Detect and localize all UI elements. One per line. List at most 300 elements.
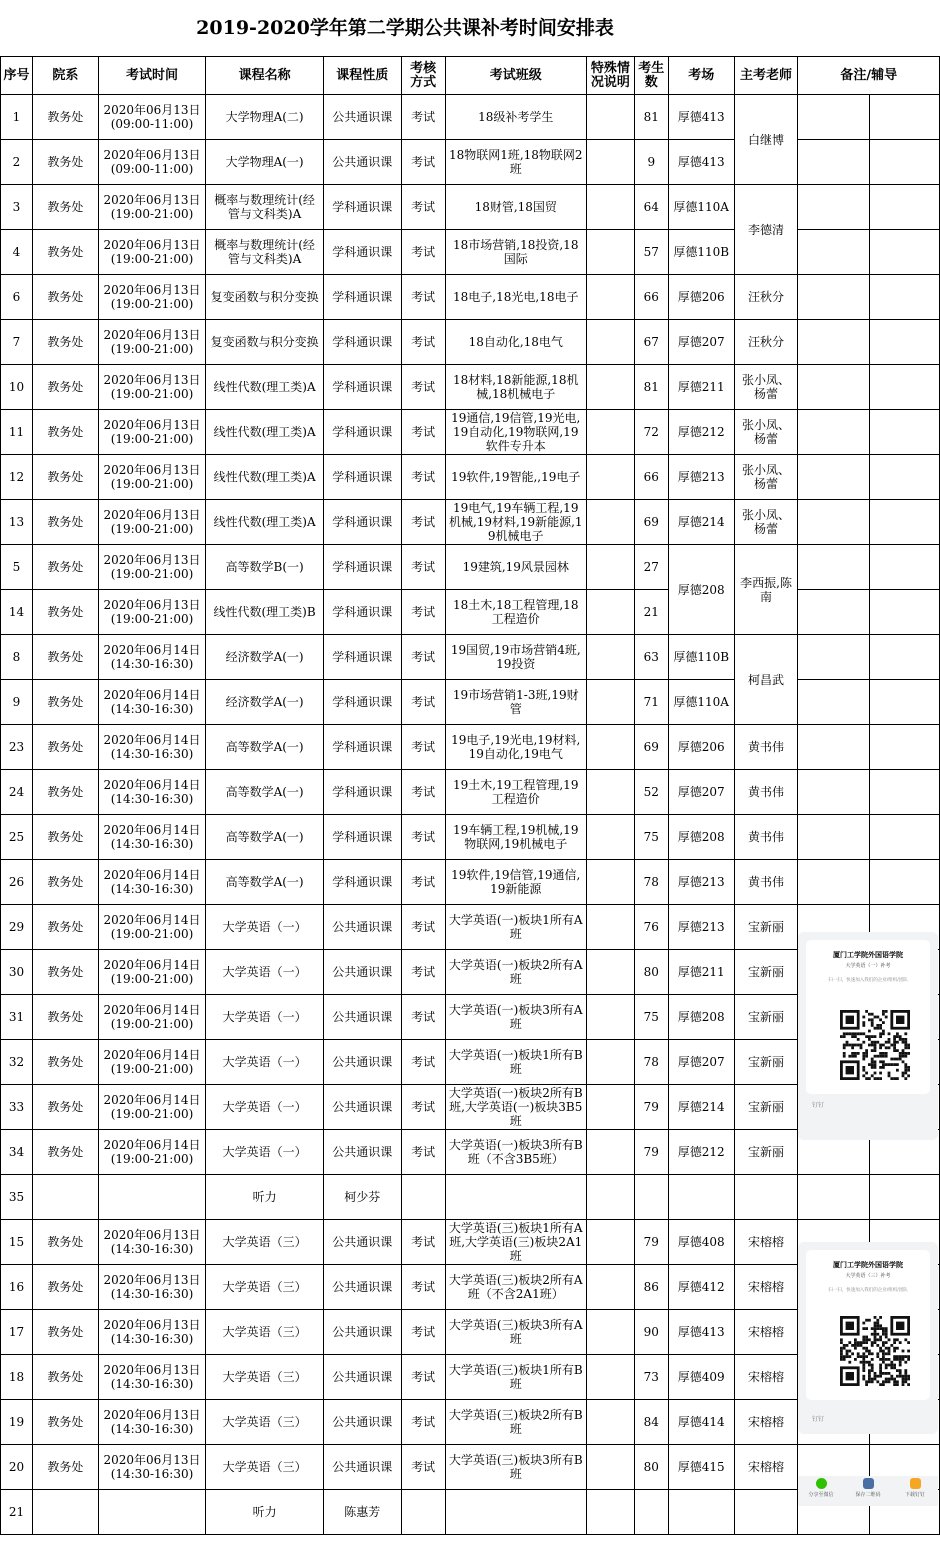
cell-nature: 公共通识课 [323, 995, 401, 1040]
cell-count: 52 [634, 770, 668, 815]
cell-nature: 学科通识课 [323, 815, 401, 860]
cell-remark [798, 365, 870, 410]
cell-tutor [870, 455, 940, 500]
cell-count [634, 1490, 668, 1535]
cell-examiner: 张小凤、杨蕾 [734, 410, 798, 455]
cell-method: 考试 [401, 770, 445, 815]
download-dingtalk-label: 下载钉钉 [904, 1492, 925, 1498]
cell-course: 大学英语（三） [206, 1445, 324, 1490]
cell-examiner: 宋榕榕 [734, 1400, 798, 1445]
cell-examiner: 张小凤、杨蕾 [734, 365, 798, 410]
cell-remark [798, 320, 870, 365]
cell-classes: 18物联网1班,18物联网2班 [445, 140, 586, 185]
table-row [1, 275, 940, 320]
cell-method: 考试 [401, 320, 445, 365]
cell-no: 19 [1, 1400, 33, 1445]
qr-card-hint: 扫一扫，快速加入我们的企业/组织/团队 [828, 978, 908, 983]
cell-room: 厚德212 [668, 1130, 734, 1175]
cell-nature: 学科通识课 [323, 185, 401, 230]
cell-count: 73 [634, 1355, 668, 1400]
cell-classes: 19软件,19信管,19通信,19新能源 [445, 860, 586, 905]
cell-nature: 公共通识课 [323, 1220, 401, 1265]
cell-tutor [870, 275, 940, 320]
cell-examiner: 黄书伟 [734, 725, 798, 770]
cell-nature: 学科通识课 [323, 230, 401, 275]
cell-special [586, 500, 634, 545]
cell-dept: 教务处 [32, 1265, 98, 1310]
cell-tutor [870, 635, 940, 680]
cell-method: 考试 [401, 725, 445, 770]
cell-remark [798, 95, 870, 140]
cell-classes: 大学英语(三)板块2所有A班（不含2A1班） [445, 1265, 586, 1310]
cell-nature: 公共通识课 [323, 1265, 401, 1310]
cell-no: 32 [1, 1040, 33, 1085]
cell-method: 考试 [401, 500, 445, 545]
cell-dept: 教务处 [32, 1220, 98, 1265]
cell-nature: 公共通识课 [323, 1445, 401, 1490]
table-row [1, 455, 940, 500]
cell-tutor [870, 590, 940, 635]
cell-method: 考试 [401, 860, 445, 905]
cell-classes: 大学英语(一)板块2所有B班,大学英语(一)板块3B5班 [445, 1085, 586, 1130]
table-row [1, 185, 940, 230]
cell-method: 考试 [401, 455, 445, 500]
cell-nature: 公共通识课 [323, 1040, 401, 1085]
cell-count: 71 [634, 680, 668, 725]
cell-dept: 教务处 [32, 455, 98, 500]
cell-method: 考试 [401, 275, 445, 320]
cell-tutor [870, 1175, 940, 1220]
cell-dept: 教务处 [32, 1040, 98, 1085]
cell-no: 24 [1, 770, 33, 815]
table-row [1, 545, 940, 590]
cell-room: 厚德208 [668, 995, 734, 1040]
cell-course: 听力 [206, 1490, 324, 1535]
cell-remark [798, 635, 870, 680]
cell-dept: 教务处 [32, 95, 98, 140]
cell-course: 大学英语（三） [206, 1265, 324, 1310]
cell-nature: 学科通识课 [323, 590, 401, 635]
cell-classes: 大学英语(三)板块3所有B班 [445, 1445, 586, 1490]
cell-room: 厚德213 [668, 905, 734, 950]
cell-dept: 教务处 [32, 725, 98, 770]
table-row [1, 500, 940, 545]
cell-method: 考试 [401, 365, 445, 410]
cell-time: 2020年06月13日 (14:30-16:30) [98, 1355, 206, 1400]
qr-card-course: 大学英语（三）补考 [845, 1273, 891, 1279]
col-header-room: 考场 [668, 57, 734, 95]
cell-dept: 教务处 [32, 950, 98, 995]
cell-nature: 公共通识课 [323, 95, 401, 140]
cell-time: 2020年06月13日 (09:00-11:00) [98, 95, 206, 140]
cell-course: 大学英语（一） [206, 1085, 324, 1130]
cell-room: 厚德412 [668, 1265, 734, 1310]
cell-special [586, 860, 634, 905]
cell-room: 厚德413 [668, 95, 734, 140]
cell-nature: 学科通识课 [323, 365, 401, 410]
cell-special [586, 140, 634, 185]
cell-tutor [870, 365, 940, 410]
cell-no: 23 [1, 725, 33, 770]
cell-no: 1 [1, 95, 33, 140]
cell-room: 厚德409 [668, 1355, 734, 1400]
cell-dept: 教务处 [32, 860, 98, 905]
qr-card-school: 厦门工学院外国语学院 [833, 950, 903, 959]
cell-dept: 教务处 [32, 905, 98, 950]
cell-room: 厚德207 [668, 1040, 734, 1085]
cell-special [586, 545, 634, 590]
qr-card-hint: 扫一扫，快速加入我们的企业/组织/团队 [828, 1288, 908, 1293]
col-header-time: 考试时间 [98, 57, 206, 95]
cell-count: 63 [634, 635, 668, 680]
cell-method: 考试 [401, 1130, 445, 1175]
cell-special [586, 995, 634, 1040]
cell-room [668, 1175, 734, 1220]
cell-method: 考试 [401, 95, 445, 140]
cell-special [586, 770, 634, 815]
cell-examiner: 黄书伟 [734, 770, 798, 815]
cell-examiner: 张小凤、杨蕾 [734, 455, 798, 500]
cell-nature: 陈惠芳 [323, 1490, 401, 1535]
cell-tutor [870, 815, 940, 860]
cell-nature: 学科通识课 [323, 725, 401, 770]
cell-count: 67 [634, 320, 668, 365]
cell-course: 高等数学A(一) [206, 770, 324, 815]
col-header-special: 特殊情况说明 [586, 57, 634, 95]
cell-nature: 公共通识课 [323, 950, 401, 995]
cell-special [586, 1445, 634, 1490]
cell-count: 81 [634, 365, 668, 410]
cell-nature: 学科通识课 [323, 635, 401, 680]
cell-dept: 教务处 [32, 635, 98, 680]
cell-nature: 学科通识课 [323, 770, 401, 815]
cell-nature: 学科通识课 [323, 455, 401, 500]
table-row [1, 635, 940, 680]
cell-examiner: 宋榕榕 [734, 1445, 798, 1490]
cell-count: 27 [634, 545, 668, 590]
cell-course: 高等数学A(一) [206, 815, 324, 860]
cell-remark [798, 545, 870, 590]
cell-no: 18 [1, 1355, 33, 1400]
cell-room: 厚德213 [668, 860, 734, 905]
cell-remark [798, 680, 870, 725]
table-row [1, 320, 940, 365]
cell-tutor [870, 410, 940, 455]
cell-room: 厚德207 [668, 320, 734, 365]
cell-examiner: 宝新丽 [734, 905, 798, 950]
cell-classes: 19车辆工程,19机械,19物联网,19机械电子 [445, 815, 586, 860]
cell-tutor [870, 95, 940, 140]
cell-time: 2020年06月13日 (19:00-21:00) [98, 275, 206, 320]
cell-nature: 学科通识课 [323, 545, 401, 590]
cell-dept: 教务处 [32, 1445, 98, 1490]
cell-method: 考试 [401, 1265, 445, 1310]
cell-classes: 大学英语(三)板块1所有B班 [445, 1355, 586, 1400]
cell-nature: 公共通识课 [323, 1130, 401, 1175]
cell-nature: 学科通识课 [323, 410, 401, 455]
cell-count: 79 [634, 1085, 668, 1130]
cell-room: 厚德214 [668, 500, 734, 545]
share-toolbar [798, 1476, 938, 1506]
cell-dept: 教务处 [32, 185, 98, 230]
cell-time: 2020年06月13日 (14:30-16:30) [98, 1310, 206, 1355]
cell-count: 72 [634, 410, 668, 455]
cell-course: 大学英语（三） [206, 1400, 324, 1445]
cell-room: 厚德213 [668, 455, 734, 500]
cell-special [586, 455, 634, 500]
cell-no: 34 [1, 1130, 33, 1175]
cell-method: 考试 [401, 1355, 445, 1400]
cell-dept: 教务处 [32, 815, 98, 860]
cell-method: 考试 [401, 410, 445, 455]
table-row [1, 230, 940, 275]
cell-method: 考试 [401, 590, 445, 635]
cell-room: 厚德413 [668, 140, 734, 185]
cell-examiner: 汪秋分 [734, 275, 798, 320]
cell-special [586, 230, 634, 275]
qr-code-icon[interactable] [840, 1010, 910, 1080]
cell-time: 2020年06月14日 (19:00-21:00) [98, 1085, 206, 1130]
cell-examiner: 宝新丽 [734, 1085, 798, 1130]
cell-time [98, 1175, 206, 1220]
cell-course: 线性代数(理工类)A [206, 455, 324, 500]
cell-special [586, 590, 634, 635]
cell-classes: 19电气,19车辆工程,19机械,19材料,19新能源,19机械电子 [445, 500, 586, 545]
cell-no: 17 [1, 1310, 33, 1355]
cell-special [586, 320, 634, 365]
cell-special [586, 1085, 634, 1130]
cell-method: 考试 [401, 1220, 445, 1265]
download-dingtalk-button[interactable] [892, 1478, 938, 1498]
cell-time: 2020年06月13日 (19:00-21:00) [98, 410, 206, 455]
cell-dept: 教务处 [32, 995, 98, 1040]
share-wechat-button[interactable] [798, 1478, 844, 1498]
cell-classes: 大学英语(三)板块2所有B班 [445, 1400, 586, 1445]
cell-classes: 19市场营销1-3班,19财管 [445, 680, 586, 725]
qr-card-course: 大学英语（一）补考 [845, 963, 891, 969]
qr-card-english-1[interactable] [798, 932, 938, 1140]
cell-nature: 学科通识课 [323, 320, 401, 365]
cell-classes: 18市场营销,18投资,18国际 [445, 230, 586, 275]
table-row [1, 725, 940, 770]
cell-course: 线性代数(理工类)B [206, 590, 324, 635]
cell-count: 66 [634, 455, 668, 500]
cell-nature: 学科通识课 [323, 860, 401, 905]
cell-no: 2 [1, 140, 33, 185]
cell-course: 概率与数理统计(经管与文科类)A [206, 185, 324, 230]
qr-code-icon[interactable] [840, 1316, 910, 1386]
cell-room: 厚德110A [668, 680, 734, 725]
wechat-icon [816, 1478, 827, 1489]
cell-tutor [870, 320, 940, 365]
cell-no: 5 [1, 545, 33, 590]
cell-room [668, 1490, 734, 1535]
cell-examiner [734, 1490, 798, 1535]
cell-special [586, 275, 634, 320]
table-row [1, 1175, 940, 1220]
cell-nature: 柯少芬 [323, 1175, 401, 1220]
qr-card-english-3[interactable] [798, 1242, 938, 1434]
cell-special [586, 410, 634, 455]
table-row [1, 860, 940, 905]
cell-time: 2020年06月13日 (14:30-16:30) [98, 1445, 206, 1490]
cell-time: 2020年06月14日 (14:30-16:30) [98, 680, 206, 725]
qr-card-panel [806, 1250, 930, 1400]
cell-no: 20 [1, 1445, 33, 1490]
cell-special [586, 1040, 634, 1085]
cell-nature: 公共通识课 [323, 1355, 401, 1400]
cell-tutor [870, 140, 940, 185]
cell-count: 21 [634, 590, 668, 635]
cell-time: 2020年06月14日 (19:00-21:00) [98, 995, 206, 1040]
cell-no: 26 [1, 860, 33, 905]
cell-course: 大学英语（一） [206, 950, 324, 995]
cell-count: 9 [634, 140, 668, 185]
cell-no: 16 [1, 1265, 33, 1310]
cell-nature: 公共通识课 [323, 1085, 401, 1130]
cell-remark [798, 860, 870, 905]
cell-classes: 18电子,18光电,18电子 [445, 275, 586, 320]
cell-special [586, 185, 634, 230]
cell-dept: 教务处 [32, 365, 98, 410]
cell-method: 考试 [401, 905, 445, 950]
table-row [1, 140, 940, 185]
qr-save-icon [863, 1478, 874, 1489]
download-icon [910, 1478, 921, 1489]
cell-remark [798, 815, 870, 860]
table-row [1, 815, 940, 860]
cell-tutor [870, 230, 940, 275]
cell-dept [32, 1490, 98, 1535]
page-title: 2019-2020学年第二学期公共课补考时间安排表 [196, 17, 614, 39]
cell-special [586, 1490, 634, 1535]
cell-count: 75 [634, 815, 668, 860]
cell-room: 厚德414 [668, 1400, 734, 1445]
cell-examiner: 宋榕榕 [734, 1355, 798, 1400]
cell-method: 考试 [401, 185, 445, 230]
header-row [1, 57, 940, 95]
table-row [1, 365, 940, 410]
cell-nature: 学科通识课 [323, 275, 401, 320]
cell-course: 大学英语（一） [206, 995, 324, 1040]
cell-remark [798, 185, 870, 230]
cell-classes: 18自动化,18电气 [445, 320, 586, 365]
col-header-remark: 备注/辅导 [798, 57, 940, 95]
cell-special [586, 1130, 634, 1175]
cell-dept: 教务处 [32, 680, 98, 725]
cell-count: 79 [634, 1130, 668, 1175]
cell-dept: 教务处 [32, 1400, 98, 1445]
cell-dept: 教务处 [32, 500, 98, 545]
cell-nature: 公共通识课 [323, 1400, 401, 1445]
cell-examiner: 宋榕榕 [734, 1265, 798, 1310]
cell-no: 6 [1, 275, 33, 320]
cell-method: 考试 [401, 995, 445, 1040]
cell-classes: 18材料,18新能源,18机械,18机械电子 [445, 365, 586, 410]
col-header-method: 考核方式 [401, 57, 445, 95]
cell-count: 66 [634, 275, 668, 320]
cell-classes: 19国贸,19市场营销4班,19投资 [445, 635, 586, 680]
cell-remark [798, 500, 870, 545]
cell-nature: 学科通识课 [323, 680, 401, 725]
cell-classes: 大学英语(一)板块2所有A班 [445, 950, 586, 995]
cell-course: 概率与数理统计(经管与文科类)A [206, 230, 324, 275]
cell-method: 考试 [401, 680, 445, 725]
cell-examiner: 宋榕榕 [734, 1220, 798, 1265]
table-row [1, 770, 940, 815]
col-header-course: 课程名称 [206, 57, 324, 95]
cell-count [634, 1175, 668, 1220]
cell-classes: 18级补考学生 [445, 95, 586, 140]
cell-no: 8 [1, 635, 33, 680]
col-header-no: 序号 [1, 57, 33, 95]
cell-remark [798, 275, 870, 320]
cell-classes: 大学英语(一)板块3所有A班 [445, 995, 586, 1040]
cell-method: 考试 [401, 815, 445, 860]
cell-course: 高等数学B(一) [206, 545, 324, 590]
col-header-classes: 考试班级 [445, 57, 586, 95]
cell-examiner: 宝新丽 [734, 950, 798, 995]
cell-examiner: 汪秋分 [734, 320, 798, 365]
cell-nature: 公共通识课 [323, 1310, 401, 1355]
cell-time: 2020年06月14日 (14:30-16:30) [98, 725, 206, 770]
cell-course: 大学英语（三） [206, 1310, 324, 1355]
cell-examiner: 柯昌武 [734, 635, 798, 725]
cell-examiner: 李德清 [734, 185, 798, 275]
cell-dept: 教务处 [32, 1310, 98, 1355]
table-row [1, 590, 940, 635]
cell-time: 2020年06月13日 (19:00-21:00) [98, 185, 206, 230]
cell-dept: 教务处 [32, 230, 98, 275]
cell-special [586, 680, 634, 725]
save-qr-button[interactable] [845, 1478, 891, 1498]
cell-nature: 公共通识课 [323, 905, 401, 950]
cell-time: 2020年06月14日 (19:00-21:00) [98, 905, 206, 950]
cell-no: 14 [1, 590, 33, 635]
share-wechat-label: 分享至微信 [808, 1492, 834, 1498]
cell-count: 69 [634, 500, 668, 545]
cell-time: 2020年06月14日 (14:30-16:30) [98, 635, 206, 680]
cell-special [586, 815, 634, 860]
cell-tutor [870, 680, 940, 725]
col-header-dept: 院系 [32, 57, 98, 95]
cell-special [586, 1355, 634, 1400]
cell-dept: 教务处 [32, 275, 98, 320]
table-row [1, 95, 940, 140]
cell-count: 69 [634, 725, 668, 770]
cell-method: 考试 [401, 1310, 445, 1355]
cell-dept: 教务处 [32, 1085, 98, 1130]
cell-no: 11 [1, 410, 33, 455]
cell-classes: 大学英语(一)板块1所有B班 [445, 1040, 586, 1085]
cell-course: 大学物理A(一) [206, 140, 324, 185]
cell-nature: 公共通识课 [323, 140, 401, 185]
save-qr-label: 保存二维码 [855, 1492, 881, 1498]
cell-remark [798, 410, 870, 455]
cell-no: 7 [1, 320, 33, 365]
cell-examiner: 宋榕榕 [734, 1310, 798, 1355]
cell-course: 大学英语（三） [206, 1220, 324, 1265]
cell-no: 29 [1, 905, 33, 950]
cell-dept: 教务处 [32, 410, 98, 455]
qr-card-school: 厦门工学院外国语学院 [833, 1260, 903, 1269]
cell-examiner: 宝新丽 [734, 995, 798, 1040]
cell-room: 厚德207 [668, 770, 734, 815]
cell-remark [798, 140, 870, 185]
cell-count: 80 [634, 1445, 668, 1490]
cell-method: 考试 [401, 1085, 445, 1130]
cell-count: 81 [634, 95, 668, 140]
